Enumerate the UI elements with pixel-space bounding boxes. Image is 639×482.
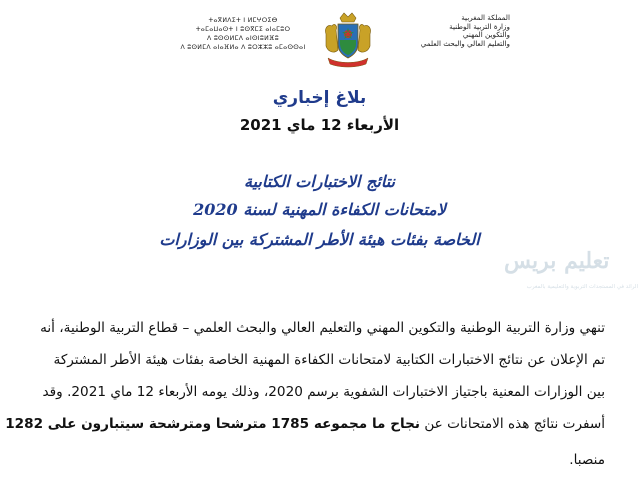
header-tifinagh-line: ⵜⴰⵎⴰⵡⴰⵙⵜ ⵏ ⵓⵙⴳⵎⵉ ⴰⵏⴰⵎⵓⵔ	[195, 26, 291, 33]
header-tifinagh-line: ⴷ ⵓⵙⵙⵍⵎⴷ ⴰⵏⵙⵏⵓⵍⴼⵓ	[207, 35, 279, 42]
document-date: الأربعاء 12 ماي 2021	[239, 116, 400, 134]
title-line-1: نتائج الاختبارات الكتابية	[243, 172, 396, 191]
title-line-3: الخاصة بفئات هيئة الأطر المشتركة بين الوزارات	[159, 230, 480, 249]
body-line-4-bold: نجاح ما مجموعه 1785 مترشحا ومترشحة سيتبارون على 1282	[5, 416, 421, 432]
body-line-1: تنهي وزارة التربية الوطنية والتكوين المهني والتعليم العالي والبحث العلمي – قطاع التربية الوطنية، أنه	[40, 320, 605, 336]
body-line-2: تم الإعلان عن نتائج الاختبارات الكتابية لامتحانات الكفاءة المهنية الخاصة بفئات هيئة الأطر المشتركة	[53, 352, 605, 368]
header-ministry-line: المملكة المغربية	[461, 13, 510, 22]
watermark-subtitle: الرائد في المستجدات التربوية والتعليمية بالمغرب	[526, 284, 638, 290]
body-line-4-plain: أسفرت نتائج هذه الامتحانات عن	[420, 416, 605, 432]
header-tifinagh-block	[178, 16, 308, 52]
header-ministry-line: والتكوين المهني	[462, 30, 510, 40]
document-type: بلاغ إخباري	[272, 88, 367, 108]
header-ministry-line: وزارة التربية الوطنية	[449, 21, 510, 31]
body-line-3: بين الوزارات المعنية باجتياز الاختبارات الشفوية برسم 2020، وذلك يومه الأربعاء 12 ماي 2021. وقد	[42, 384, 605, 400]
title-line-2: لامتحانات الكفاءة المهنية لسنة 2020	[193, 200, 446, 219]
watermark	[498, 244, 639, 304]
body-line-5: منصبا.	[569, 452, 605, 468]
body-line-4	[5, 416, 605, 432]
watermark-title: تعليم بريس	[504, 248, 610, 274]
header-tifinagh-line: ⴷ ⵓⵙⵍⵎⴷ ⴰⵏⴰⴼⵍⴰ ⴷ ⵓⵔⵣⵣⵓ ⴰⵎⴰⵙⵙⴰⵏ	[180, 44, 306, 51]
header-ministry-block	[398, 14, 510, 48]
header-tifinagh-line: ⵜⴰⴳⵍⴷⵉⵜ ⵏ ⵍⵎⵖⵔⵉⴱ	[208, 17, 278, 24]
morocco-coat-of-arms-icon	[318, 10, 378, 70]
header-ministry-line: والتعليم العالي والبحث العلمي	[420, 38, 510, 48]
